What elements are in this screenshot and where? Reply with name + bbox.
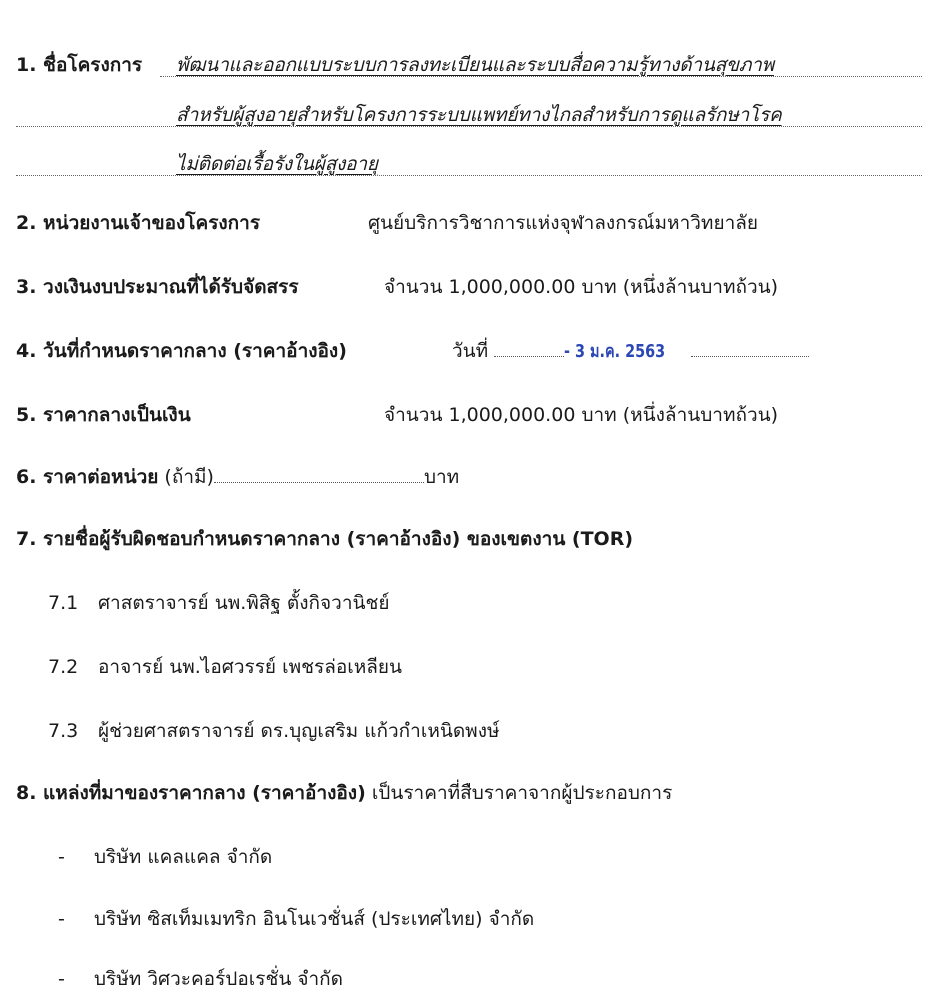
- bullet-dash: -: [58, 968, 65, 990]
- date-prefix: วันที่: [452, 340, 489, 362]
- budget-label: 3. วงเงินงบประมาณที่ได้รับจัดสรร: [16, 276, 299, 298]
- company-item: [58, 964, 343, 994]
- company-name: บริษัท แคลแคล จำกัด: [94, 846, 273, 868]
- person-number: 7.1: [48, 592, 79, 614]
- project-name-label: 1. ชื่อโครงการ: [16, 54, 143, 76]
- reference-date-field: [452, 336, 809, 366]
- bullet-dash: -: [58, 908, 65, 930]
- company-item: [58, 842, 272, 872]
- unit-price-field: [16, 462, 459, 492]
- company-name: บริษัท วิศวะคอร์ปอเรชั่น จำกัด: [94, 968, 344, 990]
- project-name-line-1: พัฒนาและออกแบบระบบการลงทะเบียนและระบบสื่อความรู้ทางด้านสุขภาพ: [176, 54, 774, 76]
- person-number: 7.3: [48, 720, 79, 742]
- dotted-line: [214, 464, 424, 483]
- bullet-dash: -: [58, 846, 65, 868]
- person-item: [48, 588, 390, 618]
- unit-price-unit: บาท: [423, 466, 460, 488]
- person-name: ศาสตราจารย์ นพ.พิสิฐ ตั้งกิจวานิชย์: [98, 592, 390, 614]
- price-source-field: [16, 778, 672, 808]
- median-price-label: 5. ราคากลางเป็นเงิน: [16, 404, 191, 426]
- company-item: [58, 904, 534, 934]
- date-stamp: - 3 ม.ค. 2563: [564, 341, 666, 362]
- price-source-label: 8. แหล่งที่มาของราคากลาง (ราคาอ้างอิง): [16, 782, 366, 804]
- budget-value: จำนวน 1,000,000.00 บาท (หนึ่งล้านบาทถ้วน): [384, 276, 779, 298]
- dotted-line: [16, 135, 922, 176]
- owner-agency-value: ศูนย์บริการวิชาการแห่งจุฬาลงกรณ์มหาวิทยาลัย: [368, 212, 759, 234]
- person-number: 7.2: [48, 656, 79, 678]
- person-name: ผู้ช่วยศาสตราจารย์ ดร.บุญเสริม แก้วกำเหนิดพงษ์: [98, 720, 500, 742]
- dotted-line: [494, 338, 564, 357]
- unit-price-label: 6. ราคาต่อหน่วย: [16, 466, 159, 488]
- dotted-line: [691, 338, 809, 357]
- median-price-value: จำนวน 1,000,000.00 บาท (หนึ่งล้านบาทถ้วน): [384, 404, 779, 426]
- owner-agency-label: 2. หน่วยงานเจ้าของโครงการ: [16, 212, 261, 234]
- person-name: อาจารย์ นพ.ไอศวรรย์ เพชรล่อเหลียน: [98, 656, 403, 678]
- person-item: [48, 652, 402, 682]
- reference-date-label: 4. วันที่กำหนดราคากลาง (ราคาอ้างอิง): [16, 340, 347, 362]
- responsible-persons-label: 7. รายชื่อผู้รับผิดชอบกำหนดราคากลาง (ราคาอ้างอิง) ของเขตงาน (TOR): [16, 528, 634, 550]
- person-item: [48, 716, 500, 746]
- project-name-line-3: ไม่ติดต่อเรื้อรังในผู้สูงอายุ: [176, 153, 378, 175]
- unit-price-note: (ถ้ามี): [164, 466, 214, 488]
- company-name: บริษัท ซิสเท็มเมทริก อินโนเวชั่นส์ (ประเทศไทย) จำกัด: [94, 908, 535, 930]
- project-name-line-2: สำหรับผู้สูงอายุสำหรับโครงการระบบแพทย์ทางไกลสำหรับการดูแลรักษาโรค: [176, 104, 782, 126]
- price-source-note: เป็นราคาที่สืบราคาจากผู้ประกอบการ: [371, 782, 673, 804]
